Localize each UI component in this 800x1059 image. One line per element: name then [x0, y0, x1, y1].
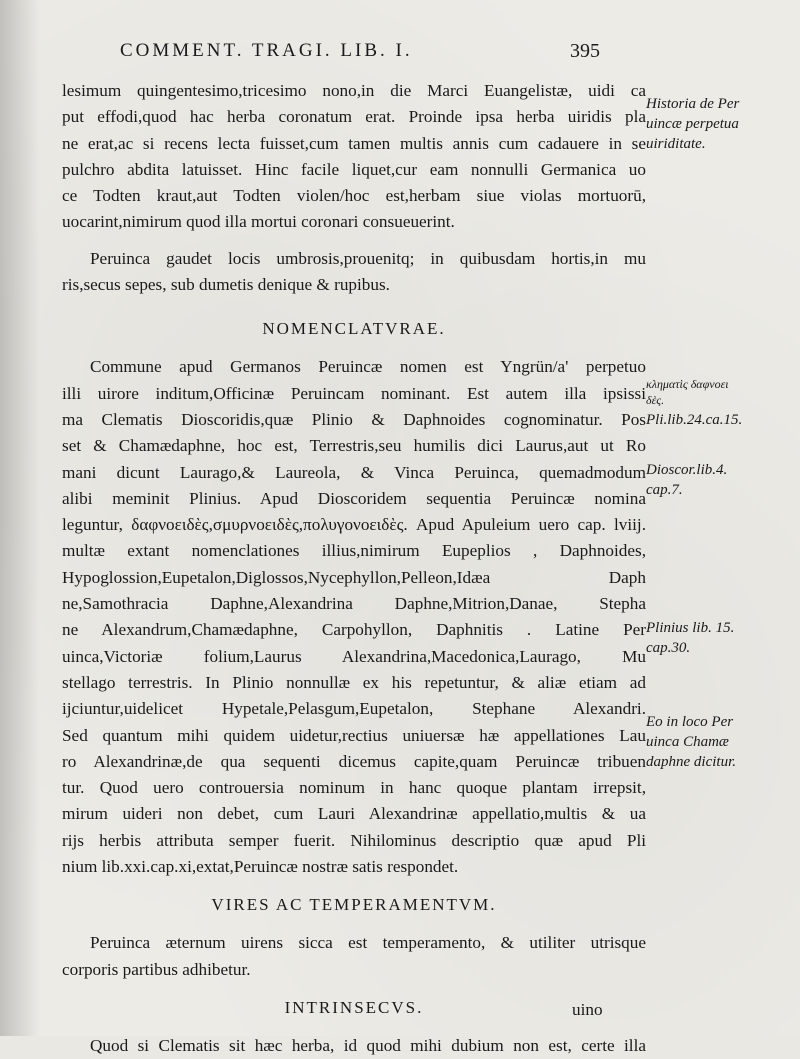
text-line: uinca,Victoriæ folium,Laurus Alexandrina,Macedonica,Laurago, Mu: [62, 646, 646, 666]
text-line: Sed quantum mihi quidem uidetur,rectius uniuersæ hæ appellationes Lau: [62, 725, 646, 745]
text-line: alibi meminit Plinius. Apud Dioscoridem sequentia Peruincæ nomina: [62, 488, 646, 508]
text-line: Hypoglossion,Eupetalon,Diglossos,Nycephyllon,Pelleon,Idæa Daph: [62, 567, 646, 587]
margin-note-historia: Historia de Per uincæ perpetua uiriditate.: [646, 96, 740, 152]
section-heading-vires: VIRES AC TEMPERAMENTVM.: [211, 895, 497, 915]
margin-note-plinius-2: Plinius lib. 15. cap.30.: [646, 620, 735, 656]
text-line: ijciuntur,uidelicet Hypetale,Pelasgum,Eupetalon, Stephane Alexandri.: [62, 699, 646, 719]
text-line: nium lib.xxi.cap.xi,extat,Peruincæ nostræ satis respondet.: [62, 857, 459, 877]
catchword: uino: [572, 1000, 603, 1019]
text-line: ce Todten kraut,aut Todten violen/hoc est,herbam siue violas mortuorū,: [62, 186, 646, 206]
text-line: leguntur, δαφνοειδὲς,σμυρνοειδὲς,πολυγονοειδὲς. Apud Apuleium uero cap. lviij.: [62, 515, 646, 535]
text-line: lesimum quingentesimo,tricesimo nono,in die Marci Euangelistæ, uidi ca: [62, 81, 646, 100]
text-line: multæ extant nomenclationes illius,nimirum Eupeplios , Daphnoides,: [62, 541, 646, 561]
margin-note-dioscor: Dioscor.lib.4. cap.7.: [646, 462, 728, 498]
text-line: ne,Samothracia Daphne,Alexandrina Daphne,Mitrion,Danae, Stepha: [62, 594, 646, 614]
text-line: stellago terrestris. In Plinio nonnullæ ex his repetuntur, & aliæ etiam ad: [62, 672, 646, 692]
text-line: mirum uideri non debet, cum Lauri Alexandrinæ appellatio,multis & ua: [62, 804, 646, 824]
margin-note-eo-in-loco: Eo in loco Per uinca Chamæ daphne dicitur.: [646, 714, 736, 770]
text-line: corporis partibus adhibetur.: [62, 959, 251, 979]
gutter-shadow: [0, 0, 40, 1036]
main-text-block: [62, 78, 646, 1059]
margin-note-greek: κληματὶς δαφνοει δὲς.: [646, 377, 729, 407]
section-heading-intrinsecus: INTRINSECVS.: [284, 997, 424, 1017]
text-line: ne Alexandrum,Chamædaphne, Carpohyllon, Daphnitis . Latine Per: [62, 620, 646, 640]
text-line: uocarint,nimirum quod illa mortui coronari consueuerint.: [62, 212, 455, 232]
running-head-title: COMMENT. TRAGI. LIB. I.: [120, 40, 413, 61]
text-line: tur. Quod uero controuersia nominum in hanc quoque plantam irrepsit,: [62, 778, 646, 798]
section-heading-nomenclaturae: NOMENCLATVRAE.: [262, 319, 446, 339]
text-line: Quod si Clematis sit hæc herba, id quod mihi dubium non est, certe illa: [90, 1035, 646, 1055]
text-line: ro Alexandrinæ,de qua sequenti dicemus capite,quam Peruincæ tribuen: [62, 751, 646, 771]
text-line: rijs herbis attributa semper fuerit. Nihilominus descriptio quæ apud Pli: [62, 830, 646, 850]
text-line: mani dicunt Laurago,& Laureola, & Vinca Peruinca, quemadmodum: [62, 462, 646, 482]
text-line: set & Chamædaphne, hoc est, Terrestris,seu humilis dici Laurus,aut ut Ro: [62, 436, 646, 456]
text-line: put effodi,quod hac herba coronatum erat. Proinde ipsa herba uiridis pla: [62, 107, 646, 127]
text-line: Peruinca gaudet locis umbrosis,prouenitq; in quibusdam hortis,in mu: [90, 248, 646, 268]
margin-note-plinius-1: Pli.lib.24.ca.15.: [646, 412, 743, 428]
text-line: pulchro abdita latuisset. Hinc facile liquet,cur eam nonnulli Germanica uo: [62, 159, 646, 179]
text-line: Peruinca æternum uirens sicca est temperamento, & utiliter utrisque: [90, 933, 646, 953]
text-line: Commune apud Germanos Peruincæ nomen est Yngrün/a' perpetuo: [90, 357, 646, 377]
text-line: ma Clematis Dioscoridis,quæ Plinio & Daphnoides cognominatur. Pos: [62, 409, 646, 429]
text-line: ris,secus sepes, sub dumetis denique & rupibus.: [62, 275, 390, 295]
text-line: illi uirore inditum,Officinæ Peruincam nominant. Est autem illa ipsissi: [62, 383, 646, 403]
page-number: 395: [570, 40, 600, 62]
running-head: [120, 40, 600, 63]
text-line: ne erat,ac si recens lecta fuisset,cum tamen multis annis cum cadauere in se: [62, 133, 646, 153]
